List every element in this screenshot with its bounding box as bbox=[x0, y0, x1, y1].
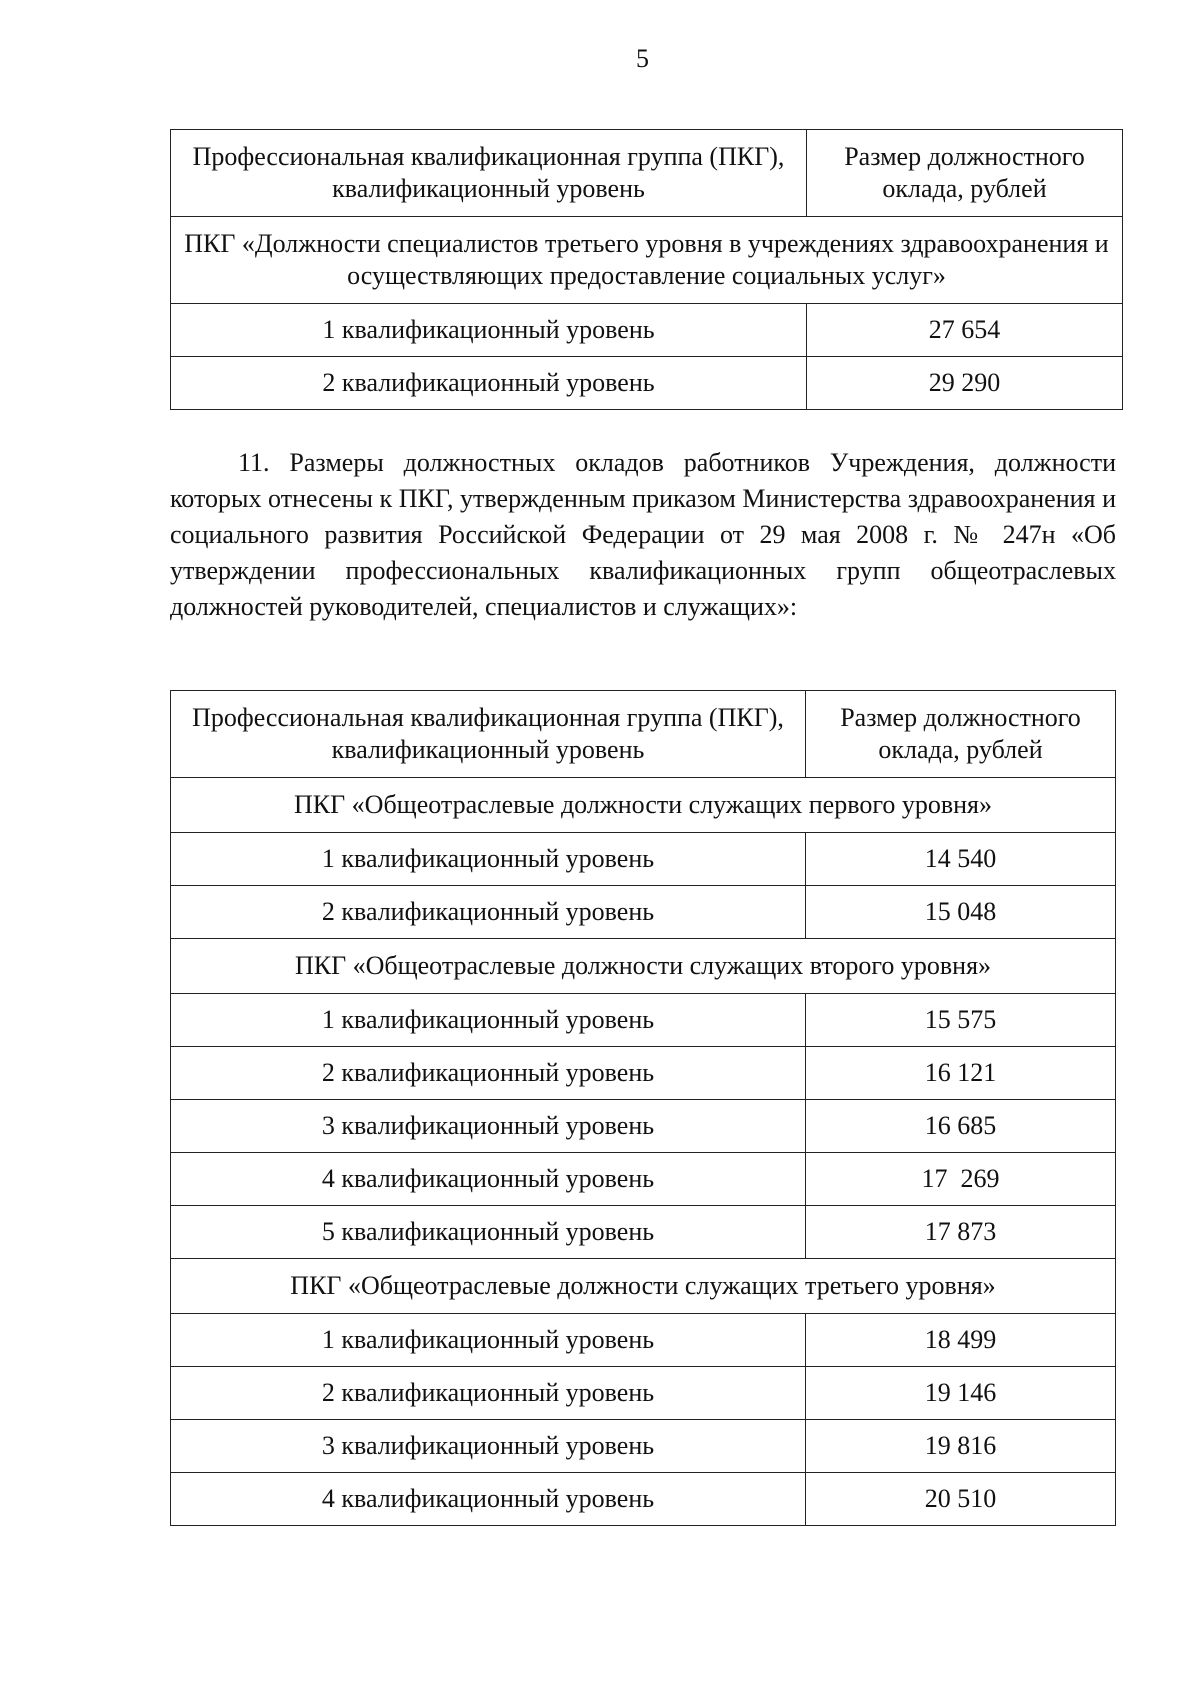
salary-cell: 19 816 bbox=[806, 1420, 1116, 1473]
level-cell: 1 квалификационный уровень bbox=[171, 304, 807, 357]
table-row bbox=[171, 1047, 1116, 1100]
table-row bbox=[171, 1420, 1116, 1473]
header-salary-cell: Размер должностного оклада, рублей bbox=[806, 691, 1116, 778]
header-salary-cell: Размер должностного оклада, рублей bbox=[807, 130, 1123, 217]
header-group-cell: Профессиональная квалификационная группа (ПКГ), квалификационный уровень bbox=[171, 691, 806, 778]
paragraph-11: 11. Размеры должностных окладов работников Учреждения, должности которых отнесены к ПКГ, утвержденным приказом Министерства здравоохранения и социального развития Российской Федерации от 29 мая 2008 г. № 247н «Об утверждении профессиональных квалификационных групп общеотраслевых должностей руководителей, специалистов и служащих»: bbox=[170, 448, 1116, 621]
table-row bbox=[171, 994, 1116, 1047]
group-title-cell: ПКГ «Должности специалистов третьего уровня в учреждениях здравоохранения и осуществляющих предоставление социальных услуг» bbox=[171, 217, 1123, 304]
salary-cell: 27 654 bbox=[807, 304, 1123, 357]
table-row bbox=[171, 1100, 1116, 1153]
group-row bbox=[171, 217, 1123, 304]
table-row bbox=[171, 304, 1123, 357]
table-row bbox=[171, 1473, 1116, 1526]
header-group-cell: Профессиональная квалификационная группа (ПКГ), квалификационный уровень bbox=[171, 130, 807, 217]
group-row bbox=[171, 778, 1116, 833]
table-header-row bbox=[171, 691, 1116, 778]
table-row bbox=[171, 357, 1123, 410]
table-row bbox=[171, 1153, 1116, 1206]
group-row bbox=[171, 939, 1116, 994]
salary-cell: 16 685 bbox=[806, 1100, 1116, 1153]
salary-cell: 20 510 bbox=[806, 1473, 1116, 1526]
level-cell: 4 квалификационный уровень bbox=[171, 1153, 806, 1206]
salary-cell: 17 269 bbox=[806, 1153, 1116, 1206]
table-row bbox=[171, 833, 1116, 886]
group-row bbox=[171, 1259, 1116, 1314]
group-title-cell: ПКГ «Общеотраслевые должности служащих первого уровня» bbox=[171, 778, 1116, 833]
salary-table-general-positions bbox=[170, 690, 1116, 1526]
level-cell: 3 квалификационный уровень bbox=[171, 1420, 806, 1473]
salary-cell: 16 121 bbox=[806, 1047, 1116, 1100]
group-title-cell: ПКГ «Общеотраслевые должности служащих второго уровня» bbox=[171, 939, 1116, 994]
level-cell: 2 квалификационный уровень bbox=[171, 357, 807, 410]
table-row bbox=[171, 886, 1116, 939]
table-row bbox=[171, 1206, 1116, 1259]
level-cell: 1 квалификационный уровень bbox=[171, 994, 806, 1047]
salary-cell: 29 290 bbox=[807, 357, 1123, 410]
salary-cell: 14 540 bbox=[806, 833, 1116, 886]
table-row bbox=[171, 1367, 1116, 1420]
level-cell: 2 квалификационный уровень bbox=[171, 1367, 806, 1420]
level-cell: 1 квалификационный уровень bbox=[171, 1314, 806, 1367]
salary-cell: 18 499 bbox=[806, 1314, 1116, 1367]
level-cell: 2 квалификационный уровень bbox=[171, 886, 806, 939]
salary-cell: 15 575 bbox=[806, 994, 1116, 1047]
level-cell: 3 квалификационный уровень bbox=[171, 1100, 806, 1153]
level-cell: 1 квалификационный уровень bbox=[171, 833, 806, 886]
level-cell: 5 квалификационный уровень bbox=[171, 1206, 806, 1259]
level-cell: 4 квалификационный уровень bbox=[171, 1473, 806, 1526]
salary-cell: 15 048 bbox=[806, 886, 1116, 939]
salary-cell: 17 873 bbox=[806, 1206, 1116, 1259]
table-row bbox=[171, 1314, 1116, 1367]
table-header-row bbox=[171, 130, 1123, 217]
salary-cell: 19 146 bbox=[806, 1367, 1116, 1420]
group-title-cell: ПКГ «Общеотраслевые должности служащих третьего уровня» bbox=[171, 1259, 1116, 1314]
page-number: 5 bbox=[636, 44, 649, 73]
level-cell: 2 квалификационный уровень bbox=[171, 1047, 806, 1100]
salary-table-specialists bbox=[170, 129, 1123, 410]
